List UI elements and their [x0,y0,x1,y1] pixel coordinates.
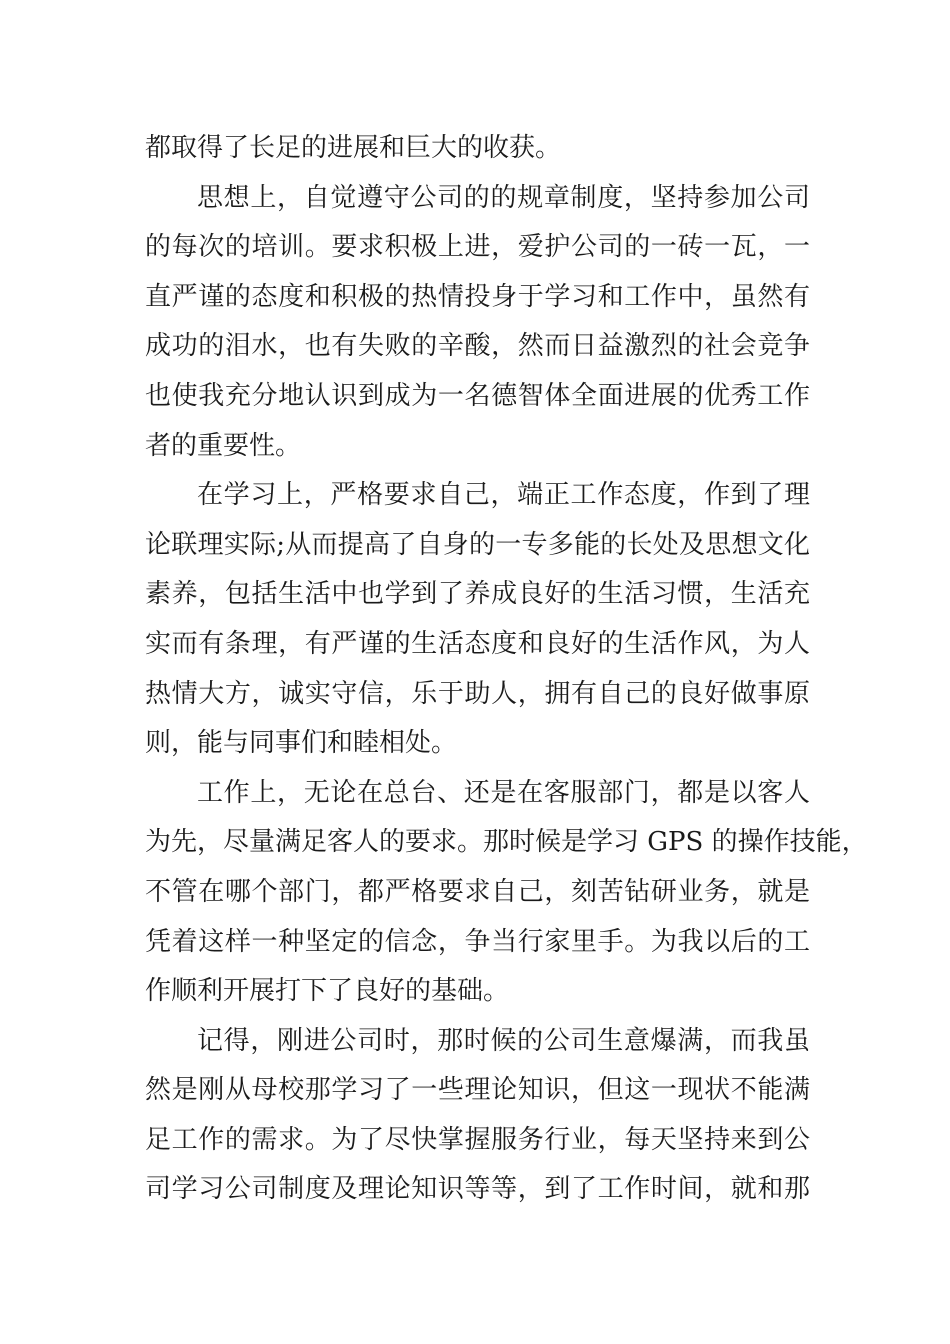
text-line: 则，能与同事们和睦相处。 [145,728,458,759]
text-line: 的每次的培训。要求积极上进，爱护公司的一砖一瓦，一 [145,232,810,263]
text-line: 然是刚从母校那学习了一些理论知识，但这一现状不能满 [145,1075,810,1106]
paragraph [145,1017,810,1215]
text-line: 成功的泪水，也有失败的辛酸，然而日益激烈的社会竞争 [145,331,810,362]
text-line: 素养，包括生活中也学到了养成良好的生活习惯，生活充 [145,579,810,610]
text-line: 为先，尽量满足客人的要求。那时候是学习 GPS 的操作技能， [145,827,868,858]
text-line: 不管在哪个部门，都严格要求自己，刻苦钻研业务，就是 [145,876,810,907]
text-line: 思想上，自觉遵守公司的的规章制度，坚持参加公司 [197,182,810,213]
text-line: 论联理实际;从而提高了自身的一专多能的长处及思想文化 [145,529,810,560]
paragraph [145,769,868,1017]
text-line: 直严谨的态度和积极的热情投身于学习和工作中，虽然有 [145,281,810,312]
text-line: 记得，刚进公司时，那时候的公司生意爆满，而我虽 [197,1025,810,1056]
text-line: 工作上，无论在总台、还是在客服部门，都是以客人 [197,777,810,808]
text-line: 也使我充分地认识到成为一名德智体全面进展的优秀工作 [145,380,810,411]
text-line: 在学习上，严格要求自己，端正工作态度，作到了理 [197,480,810,511]
body-text [145,124,868,1215]
text-line: 热情大方，诚实守信，乐于助人，拥有自己的良好做事原 [145,678,810,709]
paragraph [145,174,810,472]
text-line: 者的重要性。 [145,430,302,461]
text-line: 凭着这样一种坚定的信念，争当行家里手。为我以后的工 [145,926,810,957]
text-line: 作顺利开展打下了良好的基础。 [145,976,510,1007]
text-line: 足工作的需求。为了尽快掌握服务行业，每天坚持来到公 [145,1124,810,1155]
text-line: 司学习公司制度及理论知识等等，到了工作时间，就和那 [145,1174,810,1205]
paragraph [145,471,810,769]
text-line: 都取得了长足的进展和巨大的收获。 [145,133,562,163]
paragraph [145,124,810,174]
text-line: 实而有条理，有严谨的生活态度和良好的生活作风，为人 [145,628,810,659]
